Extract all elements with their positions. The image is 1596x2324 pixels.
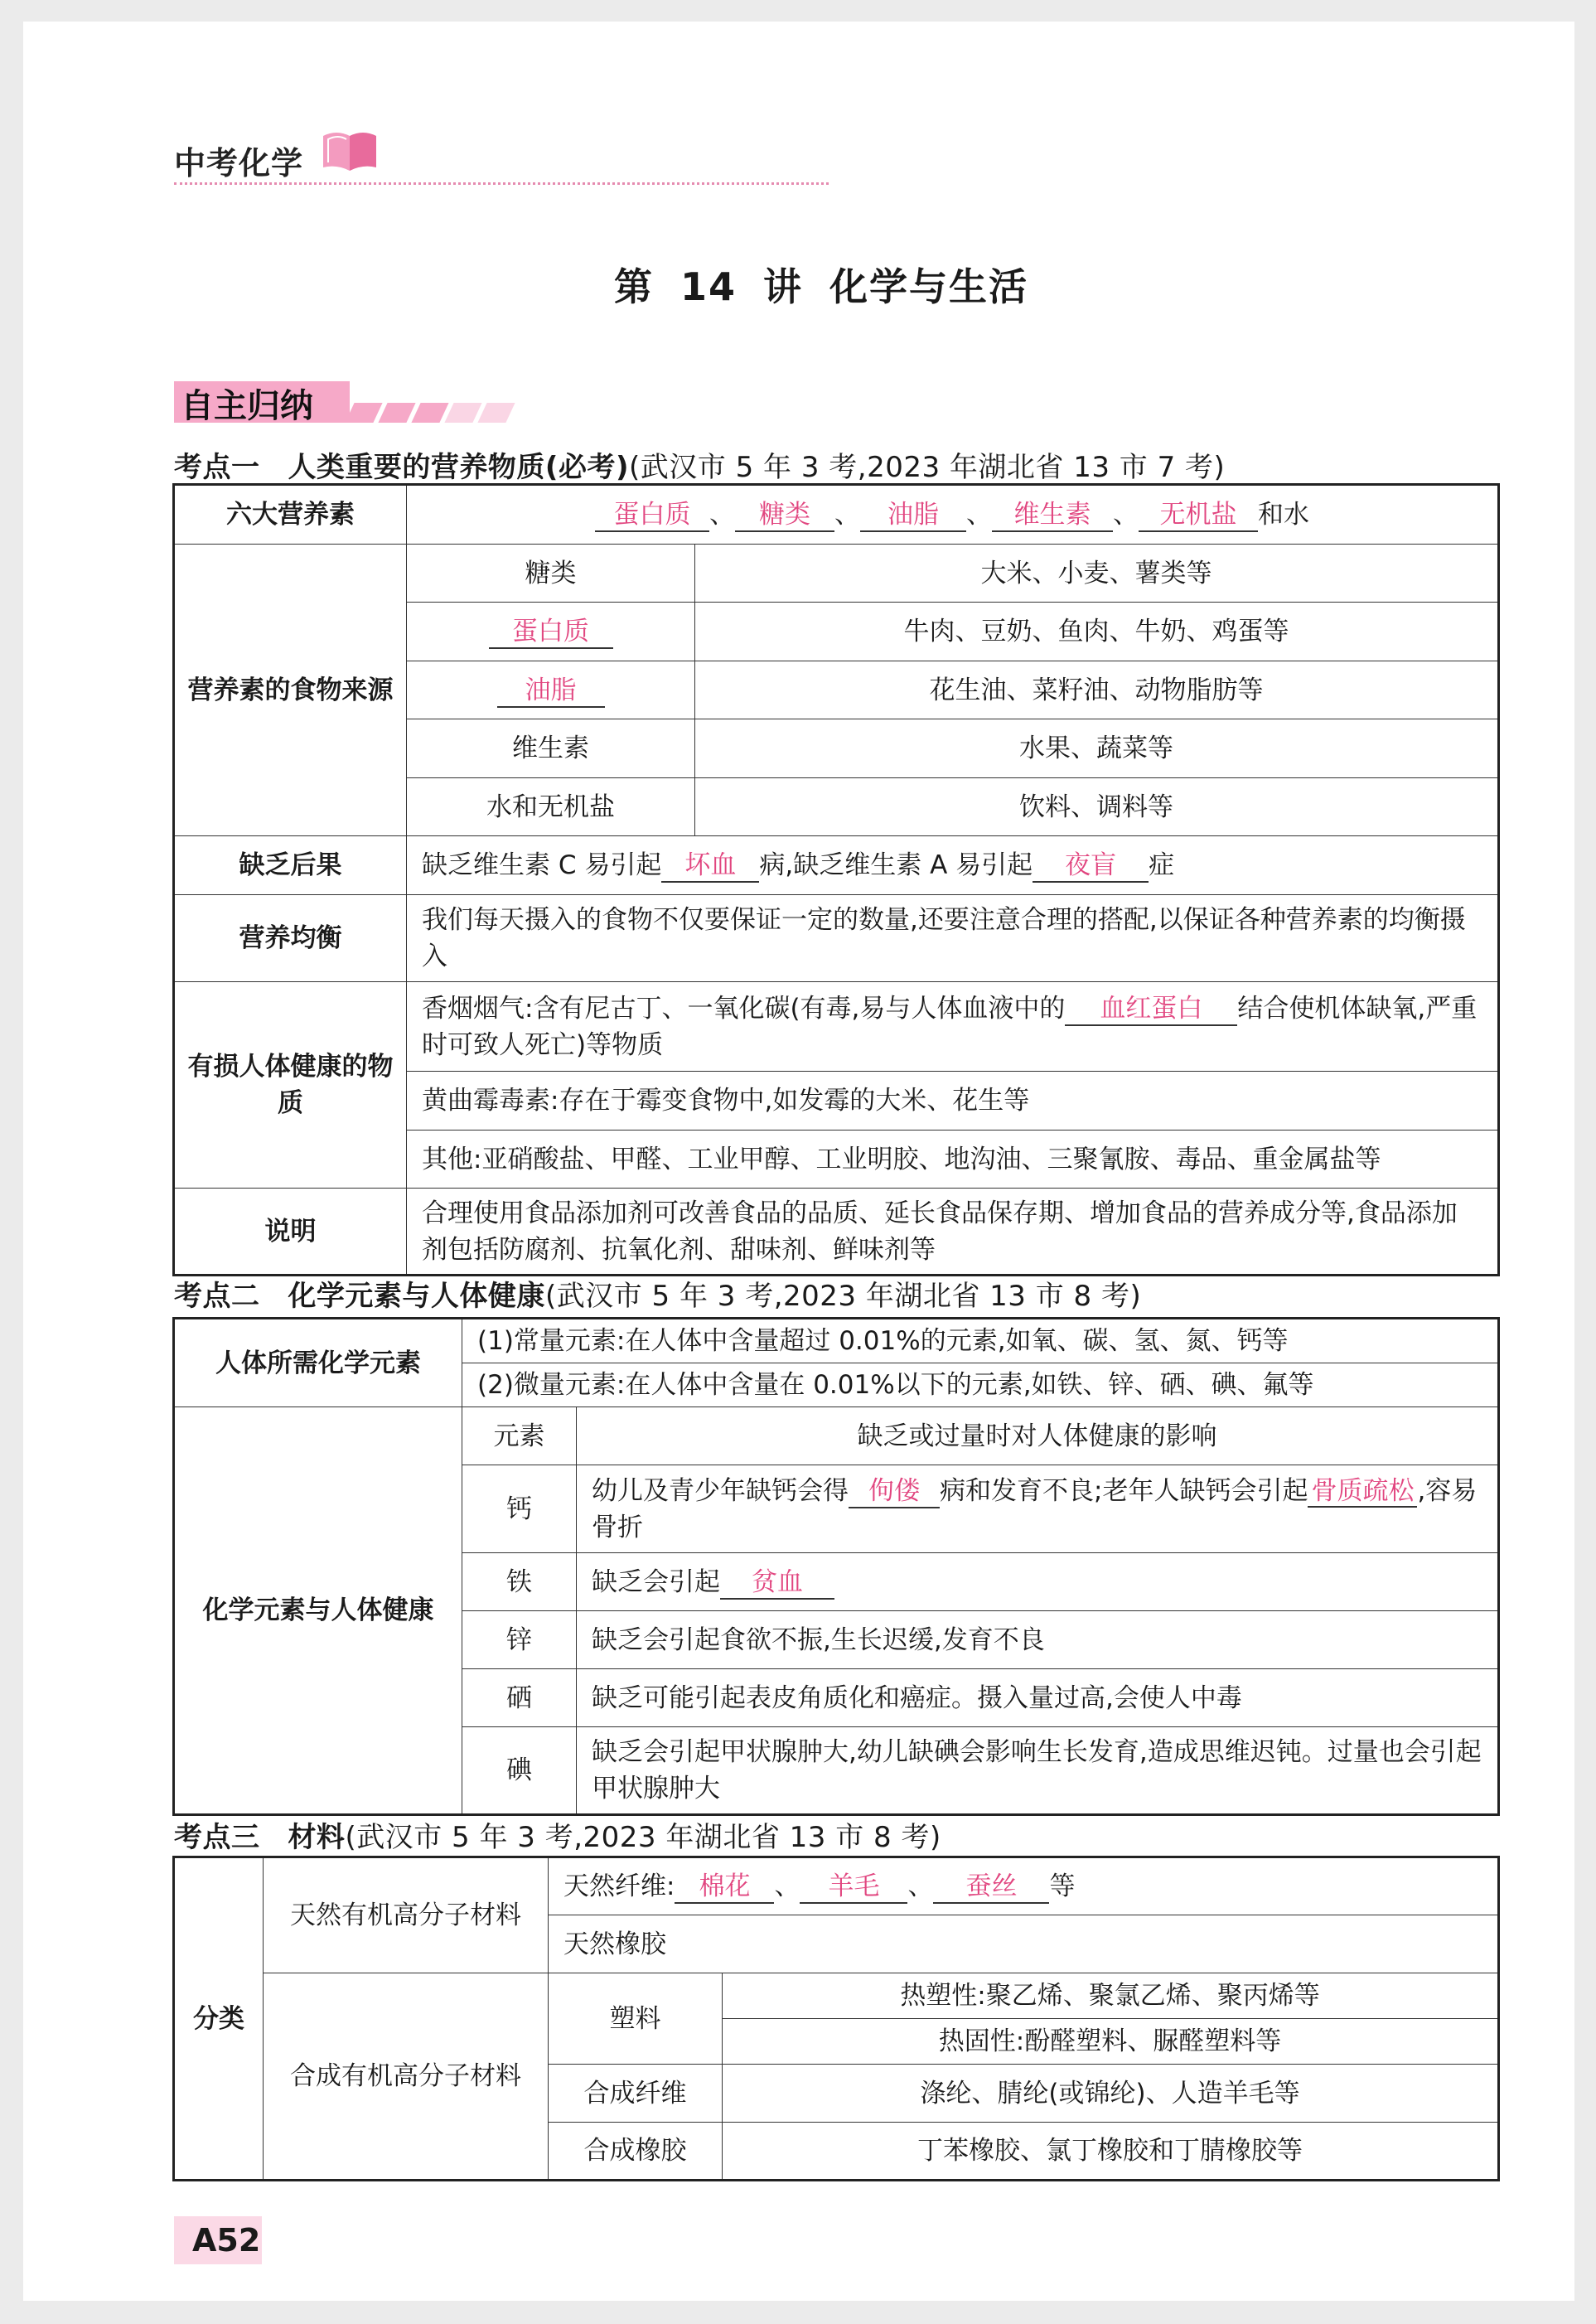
kaodian-3-heading: 考点三 材料(武汉市 5 年 3 考,2023 年湖北省 13 市 8 考) <box>174 1821 941 1854</box>
header-divider <box>174 182 829 185</box>
table-row: 化学元素与人体健康 元素 缺乏或过量时对人体健康的影响 <box>174 1407 1499 1465</box>
table-row: 合成橡胶 丁苯橡胶、氯丁橡胶和丁腈橡胶等 <box>174 2123 1499 2181</box>
page-header <box>174 134 829 186</box>
table-row: 营养均衡 我们每天摄入的食物不仅要保证一定的数量,还要注意合理的搭配,以保证各种营养素的均衡摄入 <box>174 895 1499 982</box>
brand-title: 中考化学 <box>174 145 304 182</box>
table-row: 营养素的食物来源 糖类 大米、小麦、薯类等 <box>174 545 1499 603</box>
table-row: 天然橡胶 <box>174 1915 1499 1973</box>
table-row: 说明 合理使用食品添加剂可改善食品的品质、延长食品保存期、增加食品的营养成分等,食品添加剂包括防腐剂、抗氧化剂、甜味剂、鲜味剂等 <box>174 1189 1499 1276</box>
page-title: 第 14 讲 化学与生活 <box>613 264 1029 309</box>
table-row: 油脂 花生油、菜籽油、动物脂肪等 <box>174 661 1499 719</box>
table-row: 维生素 水果、蔬菜等 <box>174 719 1499 778</box>
table-row: 碘 缺乏会引起甲状腺肿大,幼儿缺碘会影响生长发育,造成思维迟钝。过量也会引起甲状腺肿大 <box>174 1727 1499 1815</box>
table-row: 硒 缺乏可能引起表皮角质化和癌症。摄入量过高,会使人中毒 <box>174 1669 1499 1727</box>
table-row: 有损人体健康的物质 香烟烟气:含有尼古丁、一氧化碳(有毒,易与人体血液中的 血红蛋白 结合使机体缺氧,严重时可致人死亡)等物质 <box>174 982 1499 1072</box>
page <box>23 22 1574 2301</box>
table-row: 合成有机高分子材料 塑料 热塑性:聚乙烯、聚氯乙烯、聚丙烯等 <box>174 1973 1499 2019</box>
book-icon <box>317 126 383 176</box>
materials-table <box>172 1856 1500 2181</box>
nutrition-table <box>172 483 1500 1276</box>
table-row: 锌 缺乏会引起食欲不振,生长迟缓,发育不良 <box>174 1611 1499 1669</box>
section-tag-label: 自主归纳 <box>181 387 313 425</box>
table-row: 水和无机盐 饮料、调料等 <box>174 778 1499 836</box>
table-row: 蛋白质 牛肉、豆奶、鱼肉、牛奶、鸡蛋等 <box>174 603 1499 661</box>
table-row: 人体所需化学元素 (1)常量元素:在人体中含量超过 0.01%的元素,如氧、碳、氢、氮、钙等 <box>174 1319 1499 1363</box>
table-row: 合成纤维 涤纶、腈纶(或锦纶)、人造羊毛等 <box>174 2065 1499 2123</box>
table-row: 钙 幼儿及青少年缺钙会得 佝偻 病和发育不良;老年人缺钙会引起 骨质疏松 ,容易骨折 <box>174 1465 1499 1553</box>
table-row: 黄曲霉毒素:存在于霉变食物中,如发霉的大米、花生等 <box>174 1072 1499 1131</box>
kaodian-1-heading: 考点一 人类重要的营养物质(必考)(武汉市 5 年 3 考,2023 年湖北省 13 市 7 考) <box>174 451 1226 484</box>
table-row: 其他:亚硝酸盐、甲醛、工业甲醇、工业明胶、地沟油、三聚氰胺、毒品、重金属盐等 <box>174 1131 1499 1189</box>
section-tag <box>174 378 547 424</box>
elements-table <box>172 1317 1500 1816</box>
table-row: 缺乏后果 缺乏维生素 C 易引起 坏血 病,缺乏维生素 A 易引起 夜盲 症 <box>174 836 1499 895</box>
table-row: 热固性:酚醛塑料、脲醛塑料等 <box>174 2019 1499 2065</box>
table-row: 分类 天然有机高分子材料 天然纤维: 棉花 、 羊毛 、 蚕丝 等 <box>174 1857 1499 1915</box>
page-number: A52 <box>174 2216 262 2264</box>
table-row: (2)微量元素:在人体中含量在 0.01%以下的元素,如铁、锌、硒、碘、氟等 <box>174 1363 1499 1407</box>
tag-decoration <box>350 403 549 423</box>
table-row: 六大营养素 蛋白质 、 糖类 、 油脂 、 维生素 、 无机盐 和水 <box>174 485 1499 545</box>
table-row: 铁 缺乏会引起 贫血 <box>174 1553 1499 1611</box>
kaodian-2-heading: 考点二 化学元素与人体健康(武汉市 5 年 3 考,2023 年湖北省 13 市 8 考) <box>174 1280 1142 1313</box>
